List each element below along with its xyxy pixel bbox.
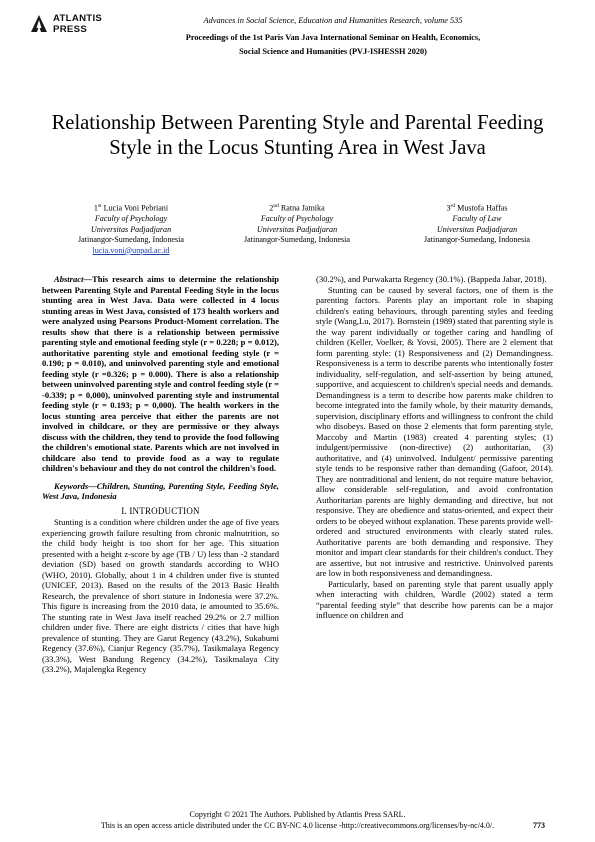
author-name: 3rd Mustofa Haffas — [446, 203, 508, 213]
author-department: Faculty of Psychology — [94, 214, 168, 224]
author-department: Faculty of Psychology — [260, 214, 334, 224]
page-number: 773 — [533, 821, 545, 830]
author-email-link[interactable]: lucia.voni@unpad.ac.id — [92, 245, 170, 255]
author-2 — [222, 201, 372, 246]
author-ordinal: 1 — [93, 203, 98, 213]
author-location: Jatinangor-Sumedang, Indonesia — [424, 235, 530, 245]
proceedings-title-line2: Social Science and Humanities (PVJ-ISHESSH 2020) — [239, 47, 427, 56]
author-name: 1st Lucia Voni Pebriani — [93, 203, 169, 213]
author-name: 2nd Ratna Jatnika — [269, 203, 325, 213]
author-university: Universitas Padjadjaran — [256, 224, 338, 234]
author-department: Faculty of Law — [452, 214, 502, 224]
atlantis-logo-icon — [29, 14, 49, 34]
license-notice: This is an open access article distributed under the CC BY-NC 4.0 license -http://creativecommons.org/licenses/by-nc/4.0/. — [100, 821, 495, 830]
logo-text — [53, 13, 102, 35]
atlantis-press-logo — [29, 12, 109, 38]
author-location: Jatinangor-Sumedang, Indonesia — [244, 235, 350, 245]
logo-line1: ATLANTIS — [53, 13, 103, 24]
right-column — [316, 274, 553, 621]
author-university: Universitas Padjadjaran — [90, 224, 172, 234]
author-university: Universitas Padjadjaran — [436, 224, 518, 234]
body-paragraph: (30.2%), and Purwakarta Regency (30.1%). (Bappeda Jabar, 2018). — [316, 274, 547, 284]
author-1 — [56, 201, 206, 256]
body-paragraph: Stunting can be caused by several factors, one of them is the parenting factors. Parents play an important role in shaping children's eating behaviours, through parenting styles and feeding style (Wang,Lu, 2017). Bornstein (1989) stated that parenting style is the way parent individually or together caring and handling of children (Keller, Voelker, & Yovsi, 2005). There are 2 element that form parenting style: (1) Responsiveness and (2) Demandingness. Responsiveness is a term to describe parents who intentionally foster individuality, self-regulation, and self-assertion by being attuned, supportive, and acquiescent to children's special needs and demands. Demandingness is a term to describe how parents make children to become integrated into the family whole, by their maturity demands, supervision, disciplinary efforts and willingness to confront the child who disobeys. Based on those 2 elements that form parenting style, Maccoby and Martin (1983) created 4 parenting styles; (1) indulgent/permissive (non-directive) (2) authoritarian, (3) authoritative, and (4) uninvolved. Indulgent/ permissive parenting style tends to be responsive rather than demanding (Gafoor, 2014). They are nontraditional and lenient, do not require mature behavior, allow considerable self-regulation, and avoid confrontation Authoritarian parents are highly demanding and directive, but not responsive. They are obedience and status-oriented, and expect their orders to be obeyed without explanation. These parents provide well-ordered and structured environments with clearly stated rules. Authoritative parents are both demanding and responsive. They monitor and impart clear standards for their children's conduct. They are assertive, but not intrusive and restrictive. Uninvolved parents are low in both responsiveness and demandingness. — [316, 284, 553, 578]
author-3 — [402, 201, 552, 246]
abstract-text: —This research aims to determine the relationship between Parenting Style and Parental Feeding Style in the locus stunting area in West Java. Data were collected in 4 locus stunting areas in West Java, consisted of 173 health workers and were analyzed using Pearsons Product-Moment correlation. The results show that there is a relationship between permissive parenting style and emotional feeding style (r = 0.228; p = 0.012), authoritative parenting style and emotional feeding style (r = 0.190; p = 0.010), and uninvolved parenting style and emotional feeding style (r =0.326; p = 0.000). There is also a relationship between uninvolved parenting style and control feeding style (r = -0.339; p = 0,000), uninvolved parenting style and instrumental feeding style (r = 0.193; p = 0,000). The health workers in the locus stunting area perceive that either the parents are not involved in childcare, or they are permissive or they always discuss with the children, they tend to provide the food following the children's emotional state. Parents which are not involved in childcare also tend to provide food as a way to regulate children's behaviour and they do not control the children's food. — [42, 274, 279, 473]
section-heading-introduction: I. INTRODUCTION — [121, 505, 200, 516]
author-location: Jatinangor-Sumedang, Indonesia — [78, 235, 184, 245]
keywords: Keywords—Children, Stunting, Parenting Style, Feeding Style, West Java, Indonesia — [42, 480, 279, 501]
abstract-label: Abstract — [54, 274, 84, 284]
abstract — [42, 274, 279, 474]
logo-line2: PRESS — [53, 24, 88, 35]
journal-header: Advances in Social Science, Education and Humanities Research, volume 535 — [203, 16, 463, 25]
intro-paragraph: Stunting is a condition where children under the age of five years experiencing growth failure resulting from chronic malnutrition, so the child body height is too short for her age. This situation presented with a height z-score by age (TB / U) less than -2 standard deviation (SD) based on growth standards according to WHO (WHO, 2010). Globally, about 1 in 4 children under five is stunted (UNICEF, 2013). Based on the results of the 2013 Basic Health Research, the prevalence of short stature in Indonesia were 37.2%. This figure is increasing from the 2010 data, ie amounted to 35.6%. The stunting rate in West Java itself reached 29.2% or 2.7 million children under five. There are eight districts / cities that have high prevalence of stunting. They are Garut Regency (43.2%), Sukabumi Regency (37.6%), Cianjur Regency (35.7%), Tasikmalaya Regency (33.3%), West Bandung Regency (34.2%), Tasikmalaya City (33.2%), Majalengka Regency — [42, 517, 279, 674]
paper-title: Relationship Between Parenting Style and Parental Feeding Style in the Locus Stunting Area in West Java — [51, 112, 544, 159]
proceedings-title-line1: Proceedings of the 1st Paris Van Java International Seminar on Health, Economics, — [185, 33, 481, 42]
left-column — [42, 274, 279, 675]
copyright-notice: Copyright © 2021 The Authors. Published by Atlantis Press SARL. — [189, 810, 406, 819]
body-paragraph: Particularly, based on parenting style that parent usually apply when interacting with children, Wardle (2002) stated a term “parental feeding style” that describe how parents can be a major influence on children and — [316, 578, 553, 620]
